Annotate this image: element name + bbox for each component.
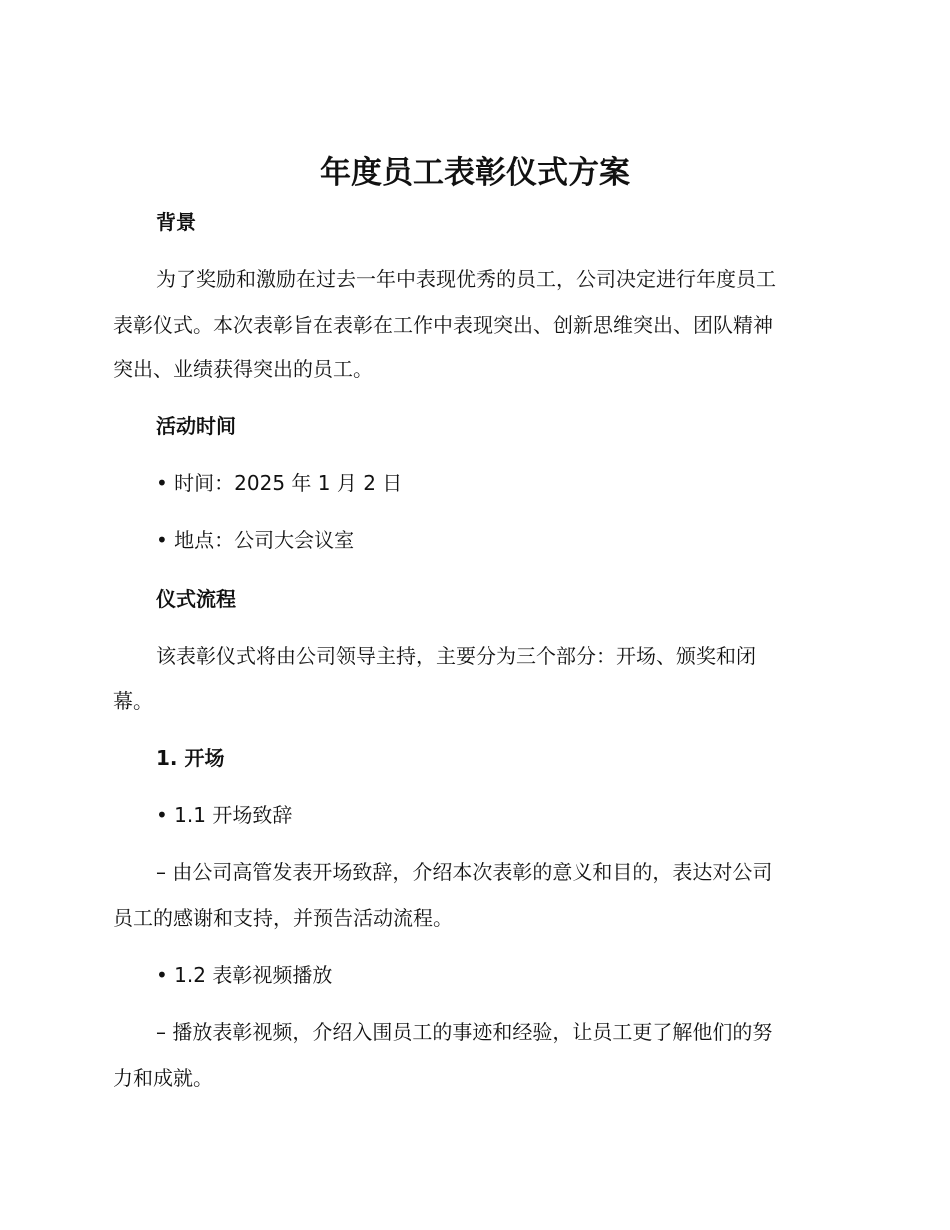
activity-time-item: • 时间：2025 年 1 月 2 日 <box>156 471 403 495</box>
activity-place-item: • 地点：公司大会议室 <box>156 528 355 552</box>
opening-speech-description-line: – 由公司高管发表开场致辞，介绍本次表彰的意义和目的，表达对公司 <box>156 860 773 884</box>
document-title: 年度员工表彰仪式方案 <box>320 155 630 191</box>
background-heading: 背景 <box>156 210 196 234</box>
ceremony-process-heading: 仪式流程 <box>156 587 236 611</box>
video-play-item: • 1.2 表彰视频播放 <box>156 963 333 987</box>
section-opening-heading: 1. 开场 <box>156 746 225 770</box>
video-play-description-line: – 播放表彰视频，介绍入围员工的事迹和经验，让员工更了解他们的努 <box>156 1020 773 1044</box>
background-paragraph-line: 突出、业绩获得突出的员工。 <box>113 357 373 381</box>
background-paragraph-line: 表彰仪式。本次表彰旨在表彰在工作中表现突出、创新思维突出、团队精神 <box>113 313 773 337</box>
background-paragraph-line: 为了奖励和激励在过去一年中表现优秀的员工，公司决定进行年度员工 <box>156 267 776 291</box>
opening-speech-item: • 1.1 开场致辞 <box>156 803 293 827</box>
ceremony-paragraph-line: 幕。 <box>113 689 153 713</box>
video-play-description-line: 力和成就。 <box>113 1066 213 1090</box>
ceremony-paragraph-line: 该表彰仪式将由公司领导主持，主要分为三个部分：开场、颁奖和闭 <box>156 644 756 668</box>
opening-speech-description-line: 员工的感谢和支持，并预告活动流程。 <box>113 906 453 930</box>
activity-time-heading: 活动时间 <box>156 414 236 438</box>
